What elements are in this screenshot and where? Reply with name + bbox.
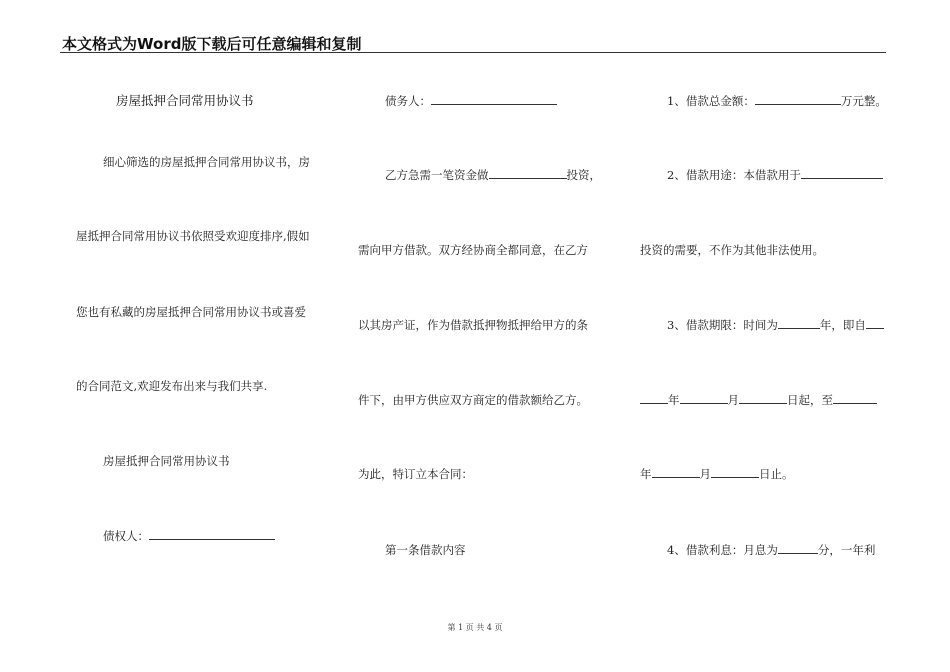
paragraph-1a: 乙方急需一笔资金做	[385, 168, 489, 182]
item-2-prefix: 2、借款用途：本借款用于	[667, 168, 801, 182]
creditor-line	[103, 529, 275, 543]
end-month-blank	[652, 467, 700, 478]
amount-blank	[755, 94, 841, 105]
page-footer: 第 1 页 共 4 页	[447, 623, 503, 632]
interest-blank	[778, 543, 818, 554]
intro-line-2: 屋抵押合同常用协议书依照受欢迎度排序,假如	[76, 229, 310, 243]
item-3-year: 年，即自	[819, 318, 866, 332]
header-divider	[60, 52, 886, 53]
end-month-label: 月	[699, 467, 711, 481]
debtor-line	[385, 94, 557, 108]
item-3-prefix: 3、借款期限：时间为	[667, 318, 778, 332]
paragraph-line-4: 件下，由甲方供应双方商定的借款额给乙方。	[358, 393, 588, 407]
paragraph-line-1	[385, 168, 601, 182]
header-title: 本文格式为Word版下载后可任意编辑和复制	[62, 35, 362, 53]
start-year-label: 年	[668, 393, 680, 407]
end-prefix-blank	[833, 393, 877, 404]
item-2-continuation: 投资的需要，不作为其他非法使用。	[640, 243, 824, 257]
section-heading: 第一条借款内容	[385, 543, 466, 557]
paragraph-line-5: 为此，特订立本合同：	[358, 467, 473, 481]
item-1-line	[667, 94, 887, 108]
paragraph-line-3: 以其房产证，作为借款抵押物抵押给甲方的条	[358, 318, 588, 332]
item-3-line	[667, 318, 884, 332]
item-1-suffix: 万元整。	[840, 94, 887, 108]
duration-blank	[778, 318, 820, 329]
document-title: 房屋抵押合同常用协议书	[116, 93, 254, 108]
end-date-line	[640, 467, 794, 481]
intro-line-3: 您也有私藏的房屋抵押合同常用协议书或喜爱	[76, 305, 306, 319]
subtitle: 房屋抵押合同常用协议书	[103, 454, 230, 468]
start-month-blank	[680, 393, 728, 404]
end-day-label: 日止。	[759, 467, 794, 481]
purpose-blank	[801, 168, 883, 179]
start-date-line	[640, 393, 877, 407]
debtor-label: 债务人：	[385, 94, 431, 108]
paragraph-1b: 投资，	[566, 168, 601, 182]
creditor-label: 债权人：	[103, 529, 149, 543]
item-4-suffix: 分，一年利	[817, 543, 876, 557]
item-2-line	[667, 168, 883, 182]
debtor-blank	[431, 94, 557, 105]
item-4-prefix: 4、借款利息：月息为	[667, 543, 778, 557]
intro-line-1: 细心筛选的房屋抵押合同常用协议书，房	[103, 155, 310, 169]
item-1-prefix: 1、借款总金额：	[667, 94, 755, 108]
end-day-blank	[711, 467, 759, 478]
start-day-blank	[739, 393, 787, 404]
start-from-label: 日起，至	[787, 393, 833, 407]
start-blank	[866, 318, 884, 329]
item-4-line	[667, 543, 875, 557]
investment-blank	[489, 168, 567, 179]
intro-line-4: 的合同范文,欢迎发布出来与我们共享.	[76, 379, 268, 393]
end-year-label: 年	[640, 467, 652, 481]
start-month-label: 月	[727, 393, 739, 407]
paragraph-line-2: 需向甲方借款。双方经协商全都同意，在乙方	[358, 243, 588, 257]
start-year-blank	[640, 393, 668, 404]
creditor-blank	[149, 529, 275, 540]
